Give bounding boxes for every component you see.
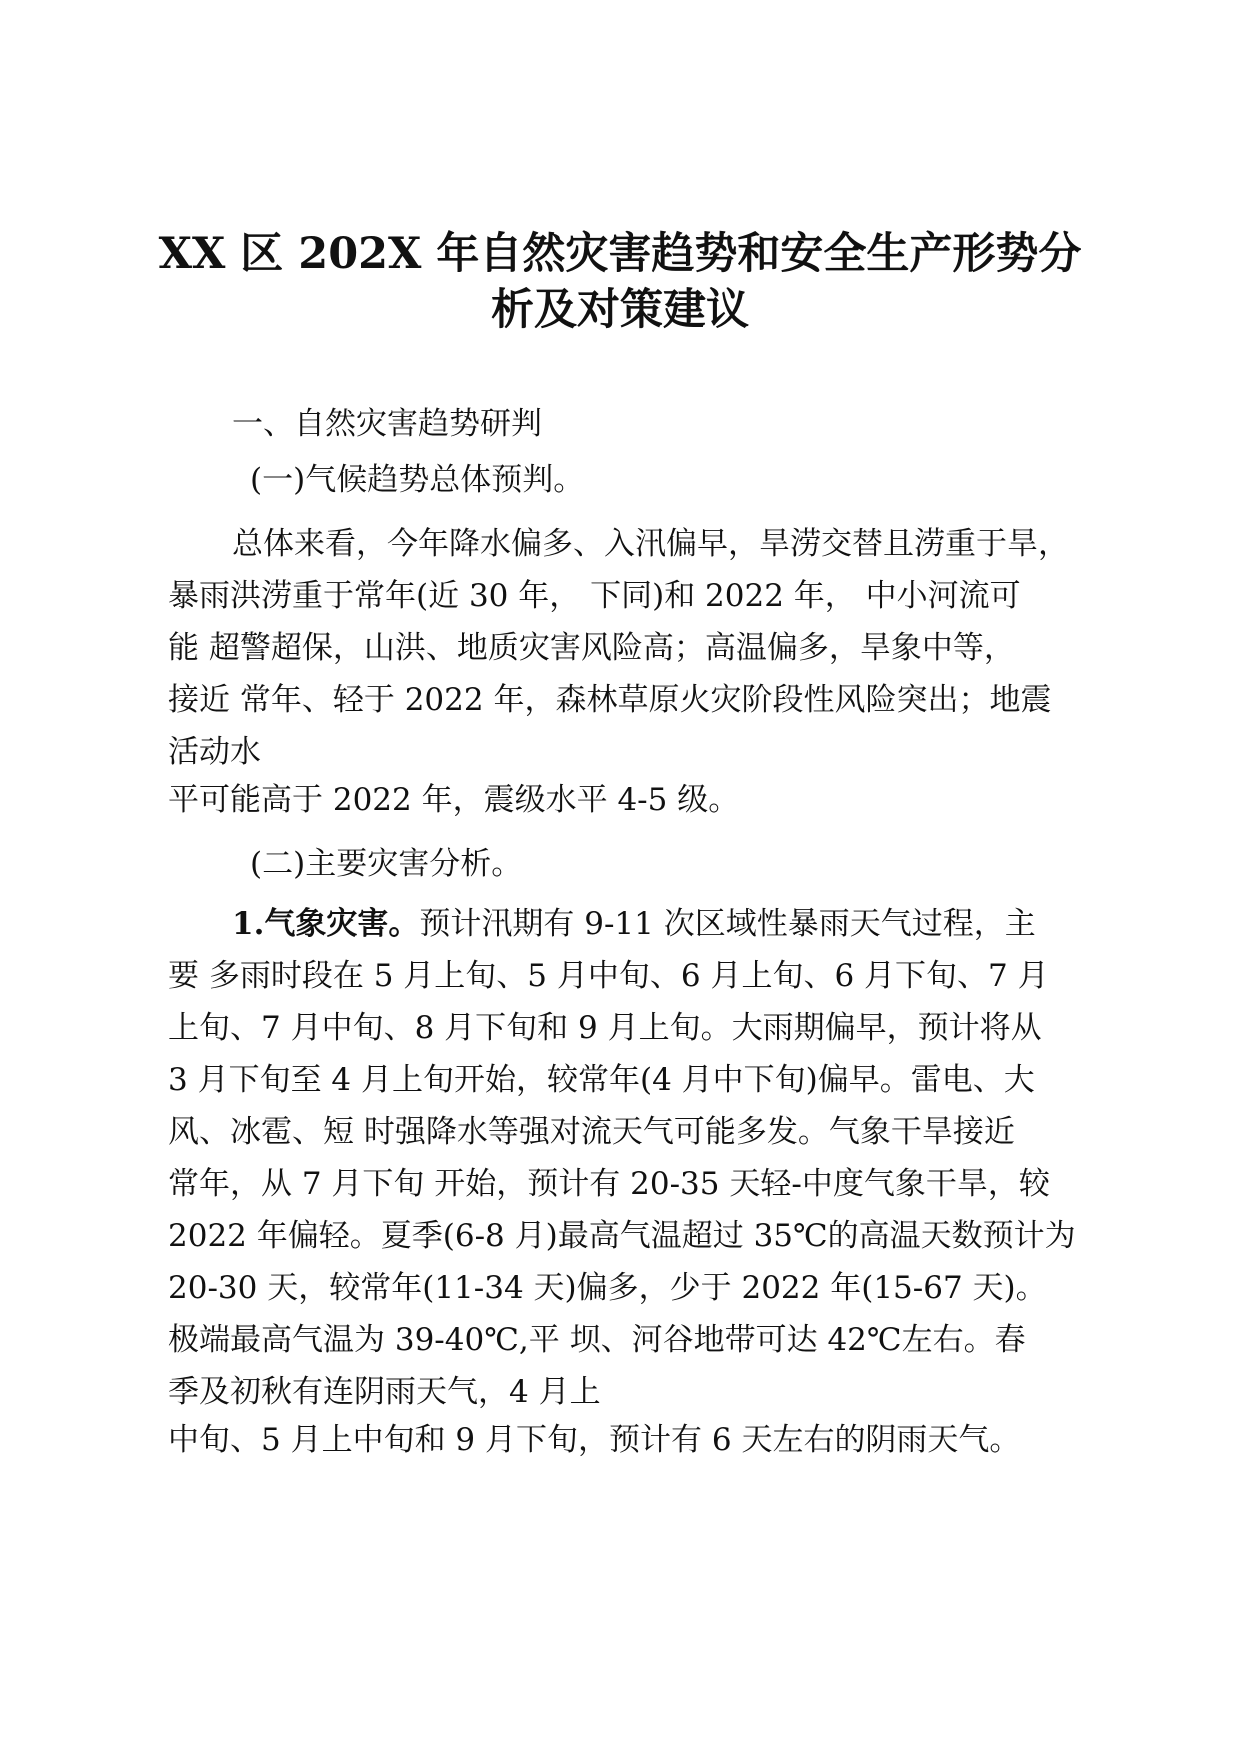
section-heading-1: 一、自然灾害趋势研判 bbox=[232, 406, 542, 442]
subsection-heading-2: (二)主要灾害分析。 bbox=[250, 846, 523, 882]
paragraph-2-line-10: 季及初秋有连阴雨天气，4 月上 bbox=[168, 1374, 601, 1410]
title-line-2: 析及对策建议 bbox=[491, 285, 749, 335]
paragraph-2-line-4: 3 月下旬至 4 月上旬开始，较常年(4 月中下旬)偏早。雷电、大 bbox=[168, 1062, 1035, 1098]
paragraph-1-line-6: 平可能高于 2022 年，震级水平 4-5 级。 bbox=[168, 782, 740, 818]
paragraph-1-line-5: 活动水 bbox=[168, 734, 261, 770]
paragraph-2-line-8: 20-30 天，较常年(11-34 天)偏多，少于 2022 年(15-67 天)。 bbox=[168, 1270, 1047, 1306]
paragraph-2-line-5: 风、冰雹、短 时强降水等强对流天气可能多发。气象干旱接近 bbox=[168, 1114, 1015, 1150]
paragraph-1-line-4: 接近 常年、轻于 2022 年，森林草原火灾阶段性风险突出；地震 bbox=[168, 682, 1052, 718]
paragraph-2-line-6: 常年，从 7 月下旬 开始，预计有 20-35 天轻-中度气象干旱，较 bbox=[168, 1166, 1050, 1202]
paragraph-2-line-7: 2022 年偏轻。夏季(6-8 月)最高气温超过 35℃的高温天数预计为 bbox=[168, 1218, 1076, 1254]
subsection-heading-1: (一)气候趋势总体预判。 bbox=[250, 462, 585, 498]
paragraph-2-line-11: 中旬、5 月上中旬和 9 月下旬，预计有 6 天左右的阴雨天气。 bbox=[168, 1422, 1021, 1458]
paragraph-1-line-1: 总体来看，今年降水偏多、入汛偏早，旱涝交替且涝重于旱， bbox=[232, 526, 1069, 562]
paragraph-2-lead: 1.气象灾害。 bbox=[232, 906, 420, 942]
paragraph-1-line-2: 暴雨洪涝重于常年(近 30 年， 下同)和 2022 年， 中小河流可 bbox=[168, 578, 1021, 614]
paragraph-2-line-3: 上旬、7 月中旬、8 月下旬和 9 月上旬。大雨期偏早，预计将从 bbox=[168, 1010, 1042, 1046]
paragraph-2-line-1-text: 预计汛期有 9-11 次区域性暴雨天气过程，主 bbox=[419, 906, 1036, 942]
document-title bbox=[150, 226, 1090, 338]
paragraph-2-line-1 bbox=[232, 904, 1036, 944]
paragraph-1-line-3: 能 超警超保，山洪、地质灾害风险高；高温偏多，旱象中等， bbox=[168, 630, 1015, 666]
paragraph-2-line-9: 极端最高气温为 39-40℃,平 坝、河谷地带可达 42℃左右。春 bbox=[168, 1322, 1026, 1358]
title-line-1: XX 区 202X 年自然灾害趋势和安全生产形势分 bbox=[158, 229, 1082, 279]
paragraph-2-line-2: 要 多雨时段在 5 月上旬、5 月中旬、6 月上旬、6 月下旬、7 月 bbox=[168, 958, 1049, 994]
